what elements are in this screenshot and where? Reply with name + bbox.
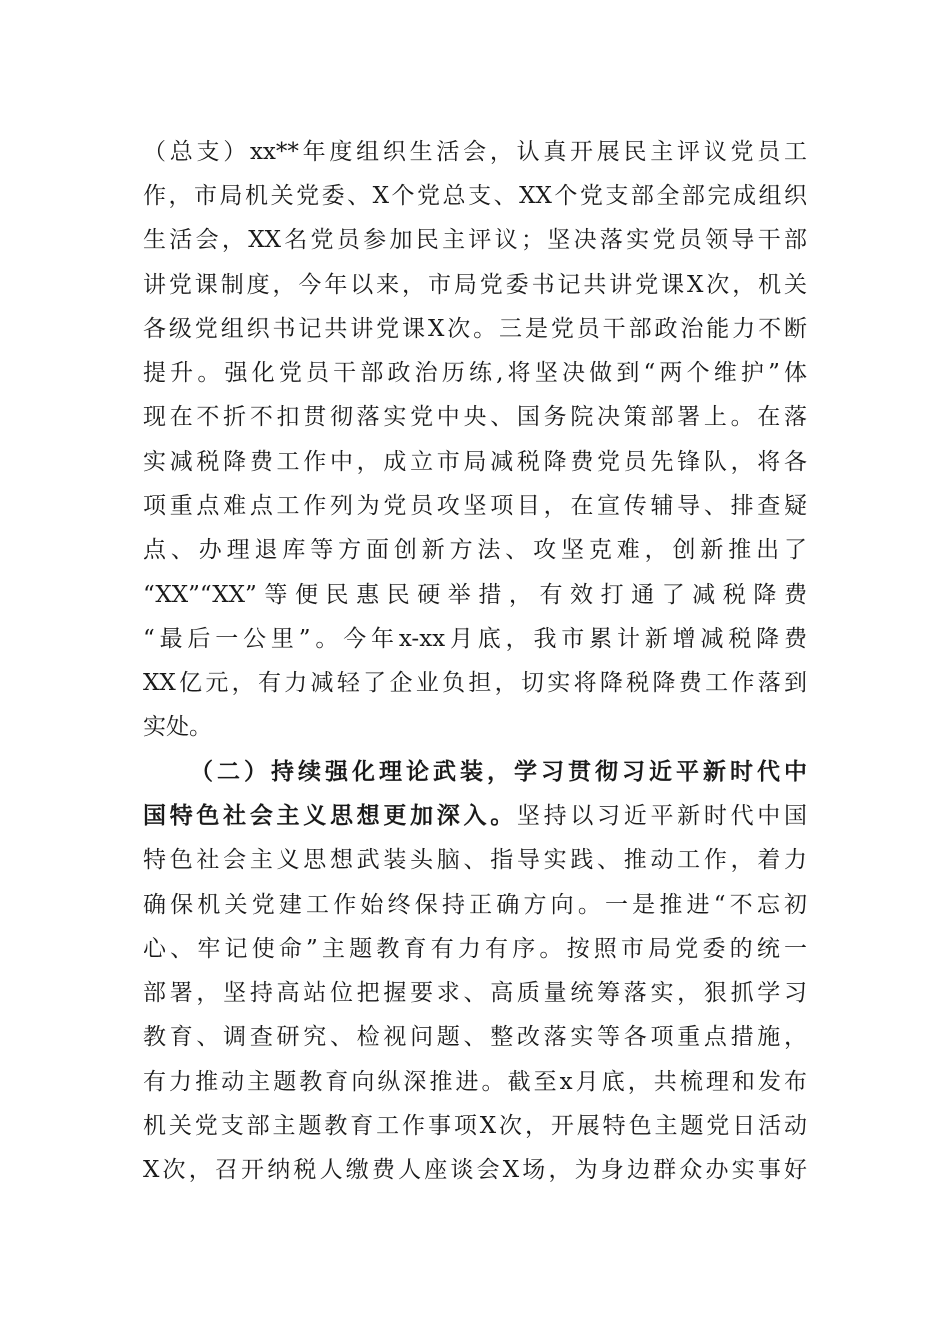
text-line: 提升。强化党员干部政治历练,将坚决做到“两个维护”体 — [143, 360, 807, 386]
text-line: 特色社会主义思想武装头脑、指导实践、推动工作，着力 — [143, 847, 807, 873]
text-line: 现在不折不扣贯彻落实党中央、国务院决策部署上。在落 — [143, 404, 807, 430]
text-line: “XX”“XX”等便民惠民硬举措，有效打通了减税降费 — [143, 582, 807, 608]
text-line: XX亿元，有力减轻了企业负担，切实将降税降费工作落到 — [143, 670, 807, 696]
text-line: 部署，坚持高站位把握要求、高质量统筹落实，狠抓学习 — [143, 980, 807, 1006]
text-line: 作，市局机关党委、X个党总支、XX个党支部全部完成组织 — [143, 183, 807, 209]
text-line: 确保机关党建工作始终保持正确方向。一是推进“不忘初 — [143, 892, 807, 918]
text-line: 有力推动主题教育向纵深推进。截至x月底，共梳理和发布 — [143, 1069, 807, 1095]
text-line: （总支）xx**年度组织生活会，认真开展民主评议党员工 — [143, 139, 807, 165]
text-span: 坚持以习近平新时代中国 — [516, 803, 808, 829]
text-line: 生活会，XX名党员参加民主评议；坚决落实党员领导干部 — [143, 227, 807, 253]
section-heading: （二）持续强化理论武装，学习贯彻习近平新时代中 — [190, 758, 807, 785]
text-line: 机关党支部主题教育工作事项X次，开展特色主题党日活动 — [143, 1113, 807, 1139]
section-heading-end: 国特色社会主义思想更加深入。 — [143, 802, 517, 829]
text-line: 实减税降费工作中，成立市局减税降费党员先锋队，将各 — [143, 449, 807, 475]
text-line: 讲党课制度，今年以来，市局党委书记共讲党课X次，机关 — [143, 272, 807, 298]
text-line: 实处。 — [143, 714, 212, 740]
text-line: X次，召开纳税人缴费人座谈会X场，为身边群众办实事好 — [143, 1157, 807, 1183]
text-line: 教育、调查研究、检视问题、整改落实等各项重点措施， — [143, 1024, 807, 1050]
text-line: 项重点难点工作列为党员攻坚项目，在宣传辅导、排查疑 — [143, 493, 807, 519]
text-line: 各级党组织书记共讲党课X次。三是党员干部政治能力不断 — [143, 316, 807, 342]
text-line: 心、牢记使命”主题教育有力有序。按照市局党委的统一 — [143, 936, 807, 962]
text-line — [143, 794, 807, 838]
text-line: “最后一公里”。今年x-xx月底，我市累计新增减税降费 — [143, 626, 807, 652]
text-line: 点、办理退库等方面创新方法、攻坚克难，创新推出了 — [143, 537, 807, 563]
